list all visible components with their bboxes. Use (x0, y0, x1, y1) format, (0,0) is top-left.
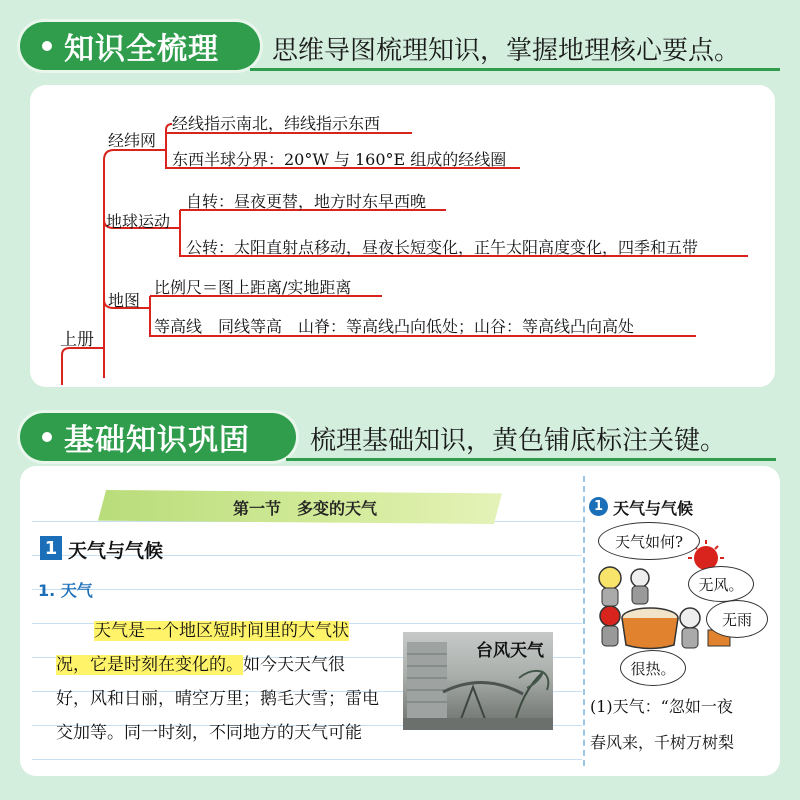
header-subtitle: 思维导图梳理知识，掌握地理核心要点。 (272, 36, 741, 66)
mindmap-root: 上册 (60, 330, 94, 350)
side-text-line: 春风来，千树万树梨 (590, 733, 735, 752)
side-title: 天气与气候 (613, 499, 694, 518)
header-title: 基础知识巩固 (64, 423, 250, 458)
side-text-line: (1)天气：“忽如一夜 (590, 697, 733, 716)
heading-number-badge: 1 (40, 536, 62, 560)
section-header-pill (20, 413, 296, 461)
paragraph-line: 天气是一个地区短时间里的大气状 (94, 621, 349, 641)
branch-item: 东西半球分界：20°W 与 160°E 组成的经线圈 (172, 150, 507, 169)
header-underline (286, 458, 776, 461)
photo-label: 台风天气 (476, 641, 544, 661)
paragraph-line: 好，风和日丽，晴空万里；鹅毛大雪；雷电 (56, 689, 379, 709)
branch-item: 比例尺＝图上距离/实地距离 (154, 278, 352, 297)
speech-bubble: 无雨 (706, 600, 768, 638)
section-title: 第一节 多变的天气 (232, 499, 377, 518)
side-number-badge: 1 (589, 497, 608, 516)
header-title: 知识全梳理 (64, 32, 219, 67)
lesson-subheading: 1. 天气 (38, 581, 93, 600)
speech-bubble: 很热。 (620, 650, 686, 686)
branch-item: 等高线 同线等高 山脊：等高线凸向低处；山谷：等高线凸向高处 (154, 317, 635, 336)
branch-label-earth-motion: 地球运动 (106, 212, 171, 231)
branch-label-map: 地图 (108, 291, 141, 310)
lesson-heading: 天气与气候 (68, 540, 164, 562)
speech-bubble: 天气如何? (598, 522, 700, 560)
bullet-dot-icon (42, 432, 52, 442)
branch-label-graticule: 经纬网 (108, 131, 157, 150)
speech-bubble: 无风。 (688, 566, 754, 602)
header-subtitle: 梳理基础知识，黄色铺底标注关键。 (310, 426, 727, 456)
branch-item: 自转：昼夜更替，地方时东早西晚 (186, 192, 427, 211)
paragraph-line: 交加等。同一时刻，不同地方的天气可能 (56, 723, 362, 743)
branch-item: 公转：太阳直射点移动，昼夜长短变化，正午太阳高度变化，四季和五带 (186, 238, 699, 257)
paragraph-line: 况，它是时刻在变化的。如今天天气很 (56, 655, 345, 675)
branch-item: 经线指示南北，纬线指示东西 (172, 114, 381, 133)
